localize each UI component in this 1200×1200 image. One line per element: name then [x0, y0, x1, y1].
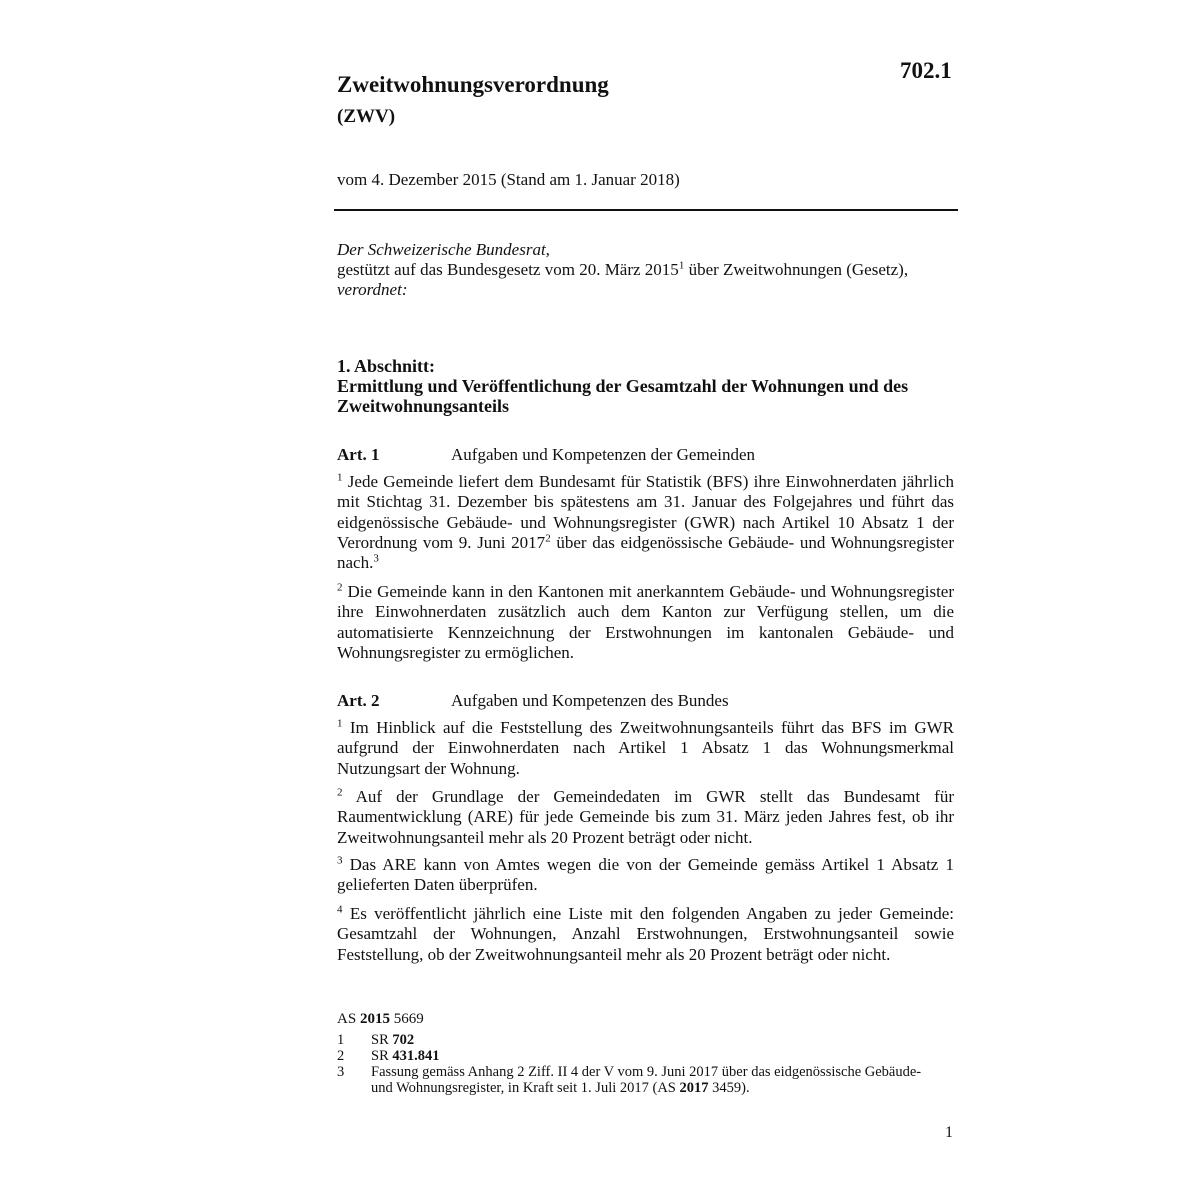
footnote-mark: 1	[337, 1032, 345, 1048]
paragraph-text: Auf der Grundlage der Gemeindedaten im GWR stellt das Bundesamt für Raumentwicklung (ARE) für jede Gemeinde bis zum 31. März jeden Jahres fest, ob ihr Zweitwohnungsanteil mehr als 20 Prozent beträgt oder nicht.	[337, 787, 954, 847]
article-2-paragraph-2	[337, 787, 954, 848]
page-number: 1	[945, 1124, 953, 1141]
footnote-2	[337, 1048, 937, 1064]
section-title: Ermittlung und Veröffentlichung der Gesamtzahl der Wohnungen und des Zweitwohnungsanteils	[337, 376, 909, 416]
paragraph-text-2: über das eidgenössische Gebäude- und Wohnungsregister nach.	[337, 532, 954, 573]
as-year: 2015	[359, 1011, 390, 1027]
article-2-number: Art. 2	[337, 691, 380, 710]
paragraph-mark: 1	[337, 471, 343, 484]
paragraph-text: Es veröffentlicht jährlich eine Liste mit den folgenden Angaben zu jeder Gemeinde: Gesamtzahl der Wohnungen, Anzahl Erstwohnungen, Erstwohnungsanteil sowie Feststellung, ob der Zweitwohnungsanteil mehr als 20 Prozent beträgt oder nicht.	[337, 904, 954, 964]
article-1-paragraph-1	[337, 472, 954, 573]
footnote-prefix: SR	[371, 1032, 393, 1048]
footnote-3	[337, 1064, 937, 1096]
article-2-paragraph-3	[337, 855, 954, 896]
section-number: 1. Abschnitt:	[337, 356, 436, 376]
footnote-year: 2017	[679, 1080, 709, 1096]
preamble-decree: verordnet:	[337, 280, 408, 299]
footnote-sr-number: 431.841	[392, 1048, 440, 1064]
document-abbreviation: (ZWV)	[337, 106, 396, 127]
footnote-sr-number: 702	[392, 1032, 415, 1048]
paragraph-mark: 3	[337, 854, 343, 867]
footnote-mark: 3	[337, 1064, 345, 1080]
preamble-basis	[337, 260, 957, 280]
as-prefix: AS	[337, 1011, 360, 1027]
footnote-ref-3[interactable]: 3	[373, 552, 379, 565]
article-1-heading	[337, 445, 755, 465]
paragraph-text: Die Gemeinde kann in den Kantonen mit anerkanntem Gebäude- und Wohnungsregister ihre Einwohnerdaten zusätzlich auch dem Kanton zur Verfügung stellen, um die automatisierte Kennzeichnung der Erstwohnungen im kantonalen Gebäude- und Wohnungsregister zu ermöglichen.	[337, 582, 954, 662]
article-1-paragraph-2	[337, 582, 954, 663]
document-title: Zweitwohnungsverordnung	[337, 72, 609, 97]
footnote-text	[371, 1064, 937, 1096]
header-divider	[334, 209, 958, 211]
paragraph-text: Im Hinblick auf die Feststellung des Zweitwohnungsanteils führt das BFS im GWR aufgrund der Einwohnerdaten nach Artikel 1 Absatz 1 das Wohnungsmerkmal Nutzungsart der Wohnung.	[337, 718, 954, 778]
footnote-mark: 2	[337, 1048, 345, 1064]
footnotes	[337, 1032, 937, 1096]
footnote-ref-2[interactable]: 2	[545, 532, 551, 545]
article-2-paragraph-1	[337, 718, 954, 779]
article-2-paragraph-4	[337, 904, 954, 965]
footnote-ref-1[interactable]: 1	[678, 259, 685, 272]
paragraph-text: Jede Gemeinde liefert dem Bundesamt für Statistik (BFS) ihre Einwohnerdaten jährlich mit Stichtag 31. Dezember bis spätestens am 31. Januar des Folgejahres und führt das eidgenössische Gebäude- und Wohnungsregister (GWR) nach Artikel 10 Absatz 1 der Verordnung vom 9. Juni 2017	[337, 472, 954, 552]
as-page: 5669	[389, 1011, 424, 1027]
footnote-1	[337, 1032, 937, 1048]
article-1-number: Art. 1	[337, 445, 380, 464]
article-2-title: Aufgaben und Kompetenzen des Bundes	[451, 691, 729, 710]
section-heading	[337, 356, 957, 416]
preamble-authority: Der Schweizerische Bundesrat,	[337, 240, 550, 259]
sr-number: 702.1	[900, 58, 952, 83]
paragraph-mark: 2	[337, 786, 343, 799]
preamble	[337, 240, 957, 300]
article-2-heading	[337, 691, 729, 711]
paragraph-mark: 2	[337, 581, 343, 594]
paragraph-text: Das ARE kann von Amtes wegen die von der Gemeinde gemäss Artikel 1 Absatz 1 gelieferten Daten überprüfen.	[337, 855, 954, 895]
as-reference	[337, 1011, 424, 1028]
preamble-basis-text-2: über Zweitwohnungen (Gesetz),	[684, 260, 909, 279]
footnote-text	[371, 1048, 937, 1064]
paragraph-mark: 1	[337, 717, 343, 730]
date-line: vom 4. Dezember 2015 (Stand am 1. Januar 2018)	[337, 170, 680, 189]
paragraph-mark: 4	[337, 903, 343, 916]
article-1-title: Aufgaben und Kompetenzen der Gemeinden	[451, 445, 755, 464]
preamble-basis-text: gestützt auf das Bundesgesetz vom 20. März 2015	[337, 260, 679, 279]
footnote-text-b: 3459).	[708, 1080, 750, 1096]
footnote-text-a: Fassung gemäss Anhang 2 Ziff. II 4 der V vom 9. Juni 2017 über das eidgenössische Gebäude- und Wohnungsregister, in Kraft seit 1. Juli 2017 (AS	[371, 1064, 922, 1096]
footnote-prefix: SR	[371, 1048, 393, 1064]
footnote-text	[371, 1032, 937, 1048]
